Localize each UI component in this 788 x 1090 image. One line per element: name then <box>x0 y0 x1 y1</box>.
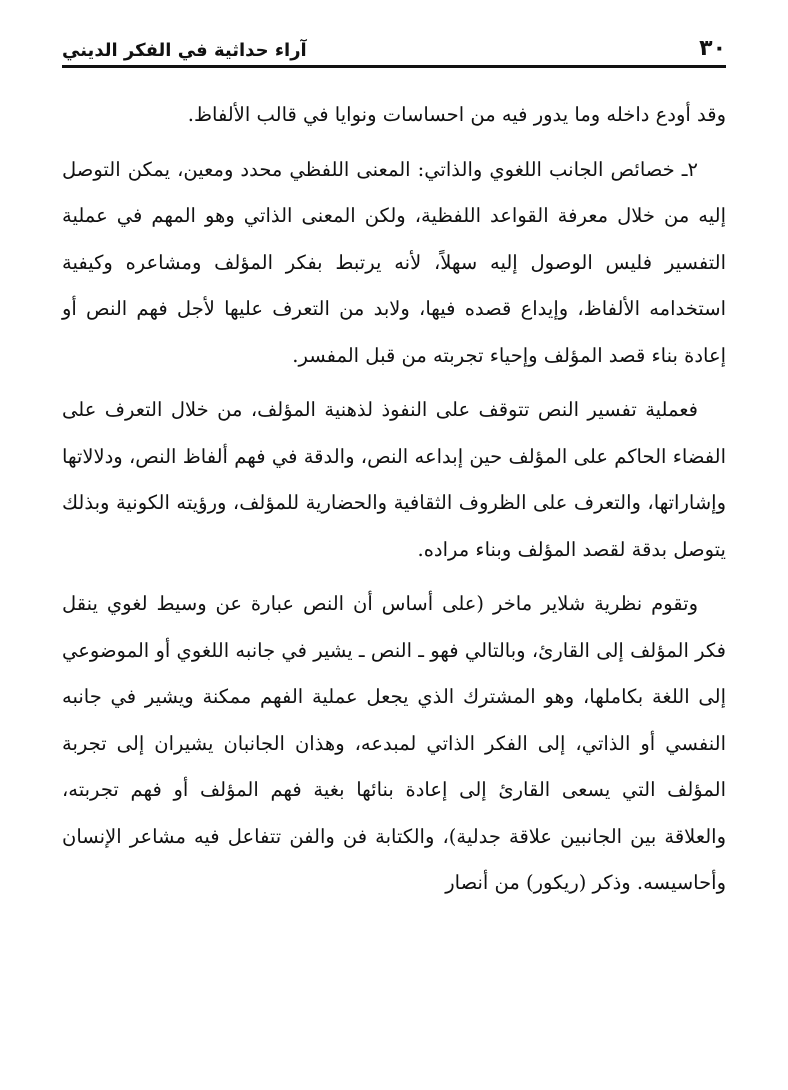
paragraph-continuation: وقد أودع داخله وما يدور فيه من احساسات ونوايا في قالب الألفاظ. <box>187 103 726 126</box>
paragraph-interpretation: فعملية تفسير النص تتوقف على النفوذ لذهنية المؤلف، من خلال التعرف على الفضاء الحاكم على المؤلف حين إبداعه النص، والدقة في فهم ألفاظ النص، ودلالاتها وإشاراتها، والتعرف على الظروف الثقافية والحضارية للمؤلف، ورؤيته الكونية وبذلك يتوصل بدقة لقصد المؤلف وبناء مراده. <box>62 398 726 561</box>
page-header <box>62 28 726 68</box>
body-text <box>62 92 726 915</box>
running-title: آراء حداثية في الفكر الديني <box>62 40 307 61</box>
paragraph-section-2: ٢ـ خصائص الجانب اللغوي والذاتي: المعنى اللفظي محدد ومعين، يمكن التوصل إليه من خلال معرفة القواعد اللفظية، ولكن المعنى الذاتي وهو المهم في عملية التفسير فليس الوصول إليه سهلاً، لأنه يرتبط بفكر المؤلف ومشاعره وكيفية استخدامه الألفاظ، وإيداع قصده فيها، ولابد من التعرف عليها لأجل فهم النص أو إعادة بناء قصد المؤلف وإحياء تجربته من قبل المفسر. <box>62 157 726 367</box>
paragraph-schleiermacher: وتقوم نظرية شلاير ماخر (على أساس أن النص عبارة عن وسيط لغوي ينقل فكر المؤلف إلى القارئ، وبالتالي فهو ـ النص ـ يشير في جانبه اللغوي أو الموضوعي إلى اللغة بكاملها، وهو المشترك الذي يجعل عملية الفهم ممكنة ويشير في جانبه النفسي أو الذاتي، إلى الفكر الذاتي لمبدعه، وهذان الجانبان يشيران إلى تجربة المؤلف التي يسعى القارئ إلى إعادة بنائها بغية فهم المؤلف أو فهم تجربته، والعلاقة بين الجانبين علاقة جدلية)، والكتابة فن والفن تتفاعل فيه مشاعر الإنسان وأحاسيسه. وذكر (ريكور) من أنصار <box>62 592 726 894</box>
page-number: ٣٠ <box>699 36 726 61</box>
